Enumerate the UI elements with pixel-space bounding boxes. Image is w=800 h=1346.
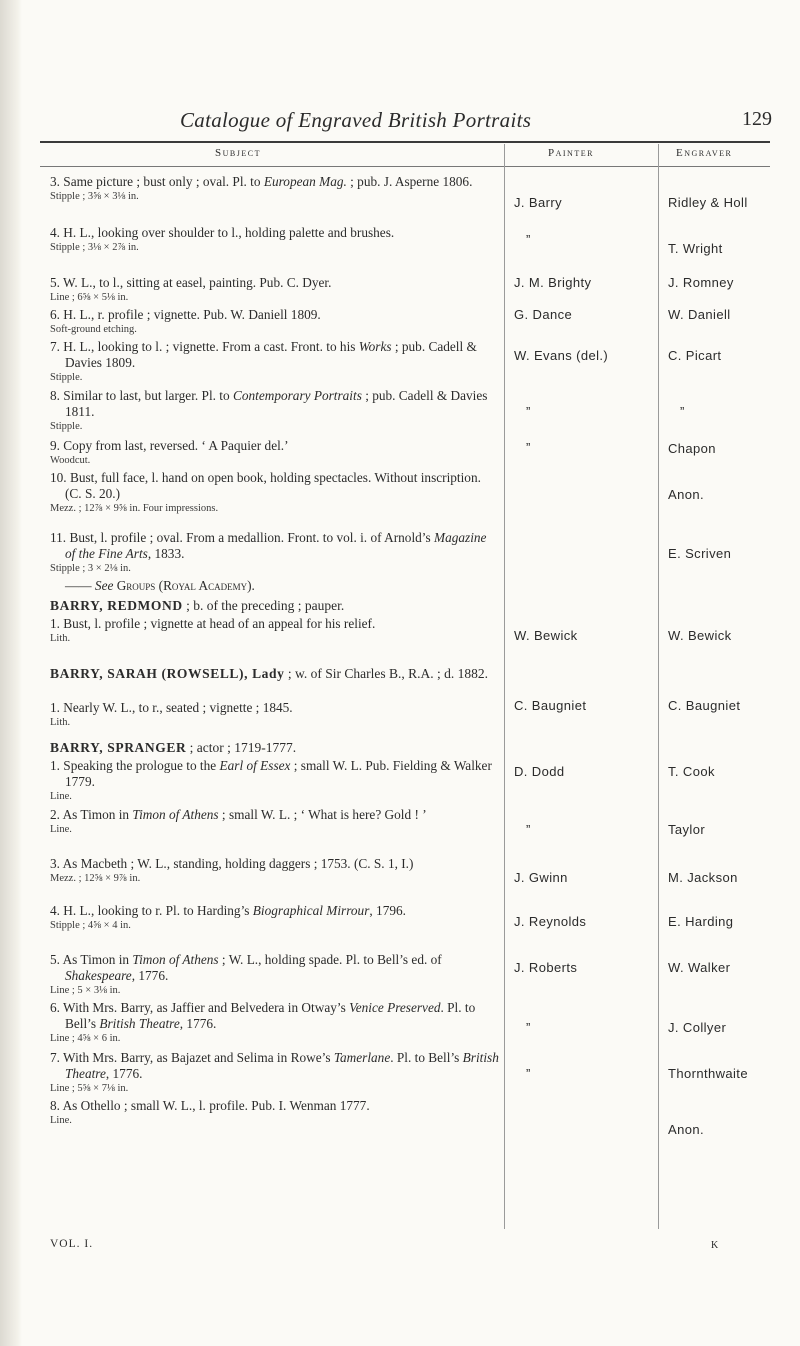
entry-subject: 4. H. L., looking to r. Pl. to Harding’s Biographical Mirrour, 1796. Stipple ; 4⅝ × 4 in.: [50, 903, 500, 932]
entry-note: Line ; 5 × 3⅛ in.: [50, 985, 121, 996]
entry-note: Stipple ; 3⅛ × 2⅞ in.: [50, 242, 139, 253]
running-head: Catalogue of Engraved British Portraits: [180, 108, 532, 132]
entry-note: Woodcut.: [50, 455, 91, 466]
entry-engraver: Ridley & Holl: [668, 195, 748, 210]
entry-subject: 4. H. L., looking over shoulder to l., holding palette and brushes. Stipple ; 3⅛ × 2⅞ in.: [50, 225, 500, 254]
entry-painter: ”: [526, 822, 531, 837]
entry-painter: J. Roberts: [514, 960, 578, 975]
entry-painter: D. Dodd: [514, 764, 565, 779]
entry-painter: J. Barry: [514, 195, 562, 210]
entry-painter: ”: [526, 404, 531, 419]
entry-engraver: ”: [680, 404, 685, 419]
entry-painter: ”: [526, 232, 531, 247]
footer-signature: K: [711, 1240, 719, 1251]
entry-engraver: W. Walker: [668, 960, 731, 975]
entry-painter: J. Gwinn: [514, 870, 568, 885]
entry-subject: 10. Bust, full face, l. hand on open book, holding spectacles. Without inscription. (C. S. 20.) Mezz. ; 12⅞ × 9⅝ in. Four impressions.: [50, 470, 500, 515]
entry-engraver: M. Jackson: [668, 870, 738, 885]
entry-note: Line.: [50, 1115, 72, 1126]
column-divider-1: [504, 144, 505, 1229]
entry-engraver: Chapon: [668, 441, 716, 456]
entry-engraver: Anon.: [668, 487, 704, 502]
top-rule: [40, 141, 770, 143]
entry-engraver: Taylor: [668, 822, 706, 837]
entry-painter: W. Evans (del.): [514, 348, 609, 363]
entry-note: Mezz. ; 12⅝ × 9⅞ in.: [50, 873, 141, 884]
entry-subject: 7. H. L., looking to l. ; vignette. From a cast. Front. to his Works ; pub. Cadell & Davies 1809. Stipple.: [50, 339, 500, 384]
entry-note: Line ; 6⅝ × 5⅛ in.: [50, 292, 129, 303]
entry-subject: 8. As Othello ; small W. L., l. profile. Pub. I. Wenman 1777. Line.: [50, 1098, 500, 1127]
entry-note: Mezz. ; 12⅞ × 9⅝ in. Four impressions.: [50, 503, 219, 514]
entry-subject: 5. As Timon in Timon of Athens ; W. L., holding spade. Pl. to Bell’s ed. of Shakespeare, 1776. Line ; 5 × 3⅛ in.: [50, 952, 500, 997]
entry-note: Stipple.: [50, 421, 83, 432]
entry-note: Line.: [50, 824, 72, 835]
entry-painter: G. Dance: [514, 307, 573, 322]
entry-painter: C. Baugniet: [514, 698, 587, 713]
entry-subject: 2. As Timon in Timon of Athens ; small W. L. ; ‘ What is here? Gold ! ’ Line.: [50, 807, 500, 836]
entry-note: Stipple.: [50, 372, 83, 383]
person-heading-redmond: BARRY, REDMOND ; b. of the preceding ; pauper.: [50, 598, 345, 613]
entry-note: Stipple ; 4⅝ × 4 in.: [50, 920, 131, 931]
entry-subject: 3. As Macbeth ; W. L., standing, holding daggers ; 1753. (C. S. 1, I.) Mezz. ; 12⅝ × 9⅞ in.: [50, 856, 500, 885]
entry-engraver: E. Harding: [668, 914, 734, 929]
entry-engraver: W. Daniell: [668, 307, 731, 322]
person-heading-sarah: BARRY, SARAH (ROWSELL), Lady ; w. of Sir Charles B., R.A. ; d. 1882.: [50, 666, 488, 681]
footer-volume: VOL. I.: [50, 1238, 94, 1250]
entry-engraver: J. Collyer: [668, 1020, 727, 1035]
page-binding-shadow: [0, 0, 22, 1346]
entry-engraver: C. Picart: [668, 348, 722, 363]
column-header-engraver: Engraver: [676, 147, 733, 159]
entry-subject: 7. With Mrs. Barry, as Bajazet and Selima in Rowe’s Tamerlane. Pl. to Bell’s British Theatre, 1776. Line ; 5⅝ × 7⅛ in.: [50, 1050, 499, 1094]
entry-note: Line.: [50, 791, 72, 802]
entry-subject: 8. Similar to last, but larger. Pl. to Contemporary Portraits ; pub. Cadell & Davies 1811. Stipple.: [50, 388, 500, 433]
entry-note: Line ; 4⅝ × 6 in.: [50, 1033, 121, 1044]
entry-note: Lith.: [50, 633, 71, 644]
entry-engraver: T. Wright: [668, 241, 723, 256]
entry-painter: J. M. Brighty: [514, 275, 592, 290]
see-also: —— See Groups (Royal Academy).: [65, 578, 255, 593]
entry-painter: W. Bewick: [514, 628, 578, 643]
entry-engraver: Anon.: [668, 1122, 704, 1137]
entry-painter: ”: [526, 440, 531, 455]
entry-engraver: E. Scriven: [668, 546, 732, 561]
entry-painter: ”: [526, 1020, 531, 1035]
entry-subject: 1. Bust, l. profile ; vignette at head of an appeal for his relief. Lith.: [50, 616, 500, 645]
entry-note: Stipple ; 3⅝ × 3⅛ in.: [50, 191, 139, 202]
header-rule: [40, 166, 770, 167]
entry-subject: 1. Speaking the prologue to the Earl of Essex ; small W. L. Pub. Fielding & Walker 1779. Line.: [50, 758, 500, 803]
entry-engraver: T. Cook: [668, 764, 715, 779]
entry-subject: 1. Nearly W. L., to r., seated ; vignette ; 1845. Lith.: [50, 700, 500, 729]
entry-note: Soft-ground etching.: [50, 324, 137, 335]
entry-note: Lith.: [50, 717, 71, 728]
entry-subject: 6. H. L., r. profile ; vignette. Pub. W. Daniell 1809. Soft-ground etching.: [50, 307, 500, 336]
entry-subject: 5. W. L., to l., sitting at easel, painting. Pub. C. Dyer. Line ; 6⅝ × 5⅛ in.: [50, 275, 500, 304]
entry-note: Line ; 5⅝ × 7⅛ in.: [50, 1083, 129, 1094]
entry-engraver: Thornthwaite: [668, 1066, 748, 1081]
person-heading-spranger: BARRY, SPRANGER ; actor ; 1719-1777.: [50, 740, 297, 755]
entry-subject: 6. With Mrs. Barry, as Jaffier and Belvedera in Otway’s Venice Preserved. Pl. to Bell’s British Theatre, 1776. Line ; 4⅝ × 6 in.: [50, 1000, 500, 1045]
entry-painter: ”: [526, 1066, 531, 1081]
entry-engraver: C. Baugniet: [668, 698, 741, 713]
column-header-painter: Painter: [548, 147, 594, 159]
entry-engraver: J. Romney: [668, 275, 734, 290]
entry-painter: J. Reynolds: [514, 914, 587, 929]
page-number: 129: [742, 108, 772, 130]
entry-engraver: W. Bewick: [668, 628, 732, 643]
entry-subject: 11. Bust, l. profile ; oval. From a medallion. Front. to vol. i. of Arnold’s Magazine of the Fine Arts, 1833. Stipple ; 3 × 2⅛ in.: [50, 530, 500, 575]
entry-subject: 9. Copy from last, reversed. ‘ A Paquier del.’ Woodcut.: [50, 438, 500, 467]
column-header-subject: Subject: [215, 147, 261, 159]
entry-subject: 3. Same picture ; bust only ; oval. Pl. to European Mag. ; pub. J. Asperne 1806. Stipple ; 3⅝ × 3⅛ in.: [50, 174, 500, 203]
entry-note: Stipple ; 3 × 2⅛ in.: [50, 563, 131, 574]
